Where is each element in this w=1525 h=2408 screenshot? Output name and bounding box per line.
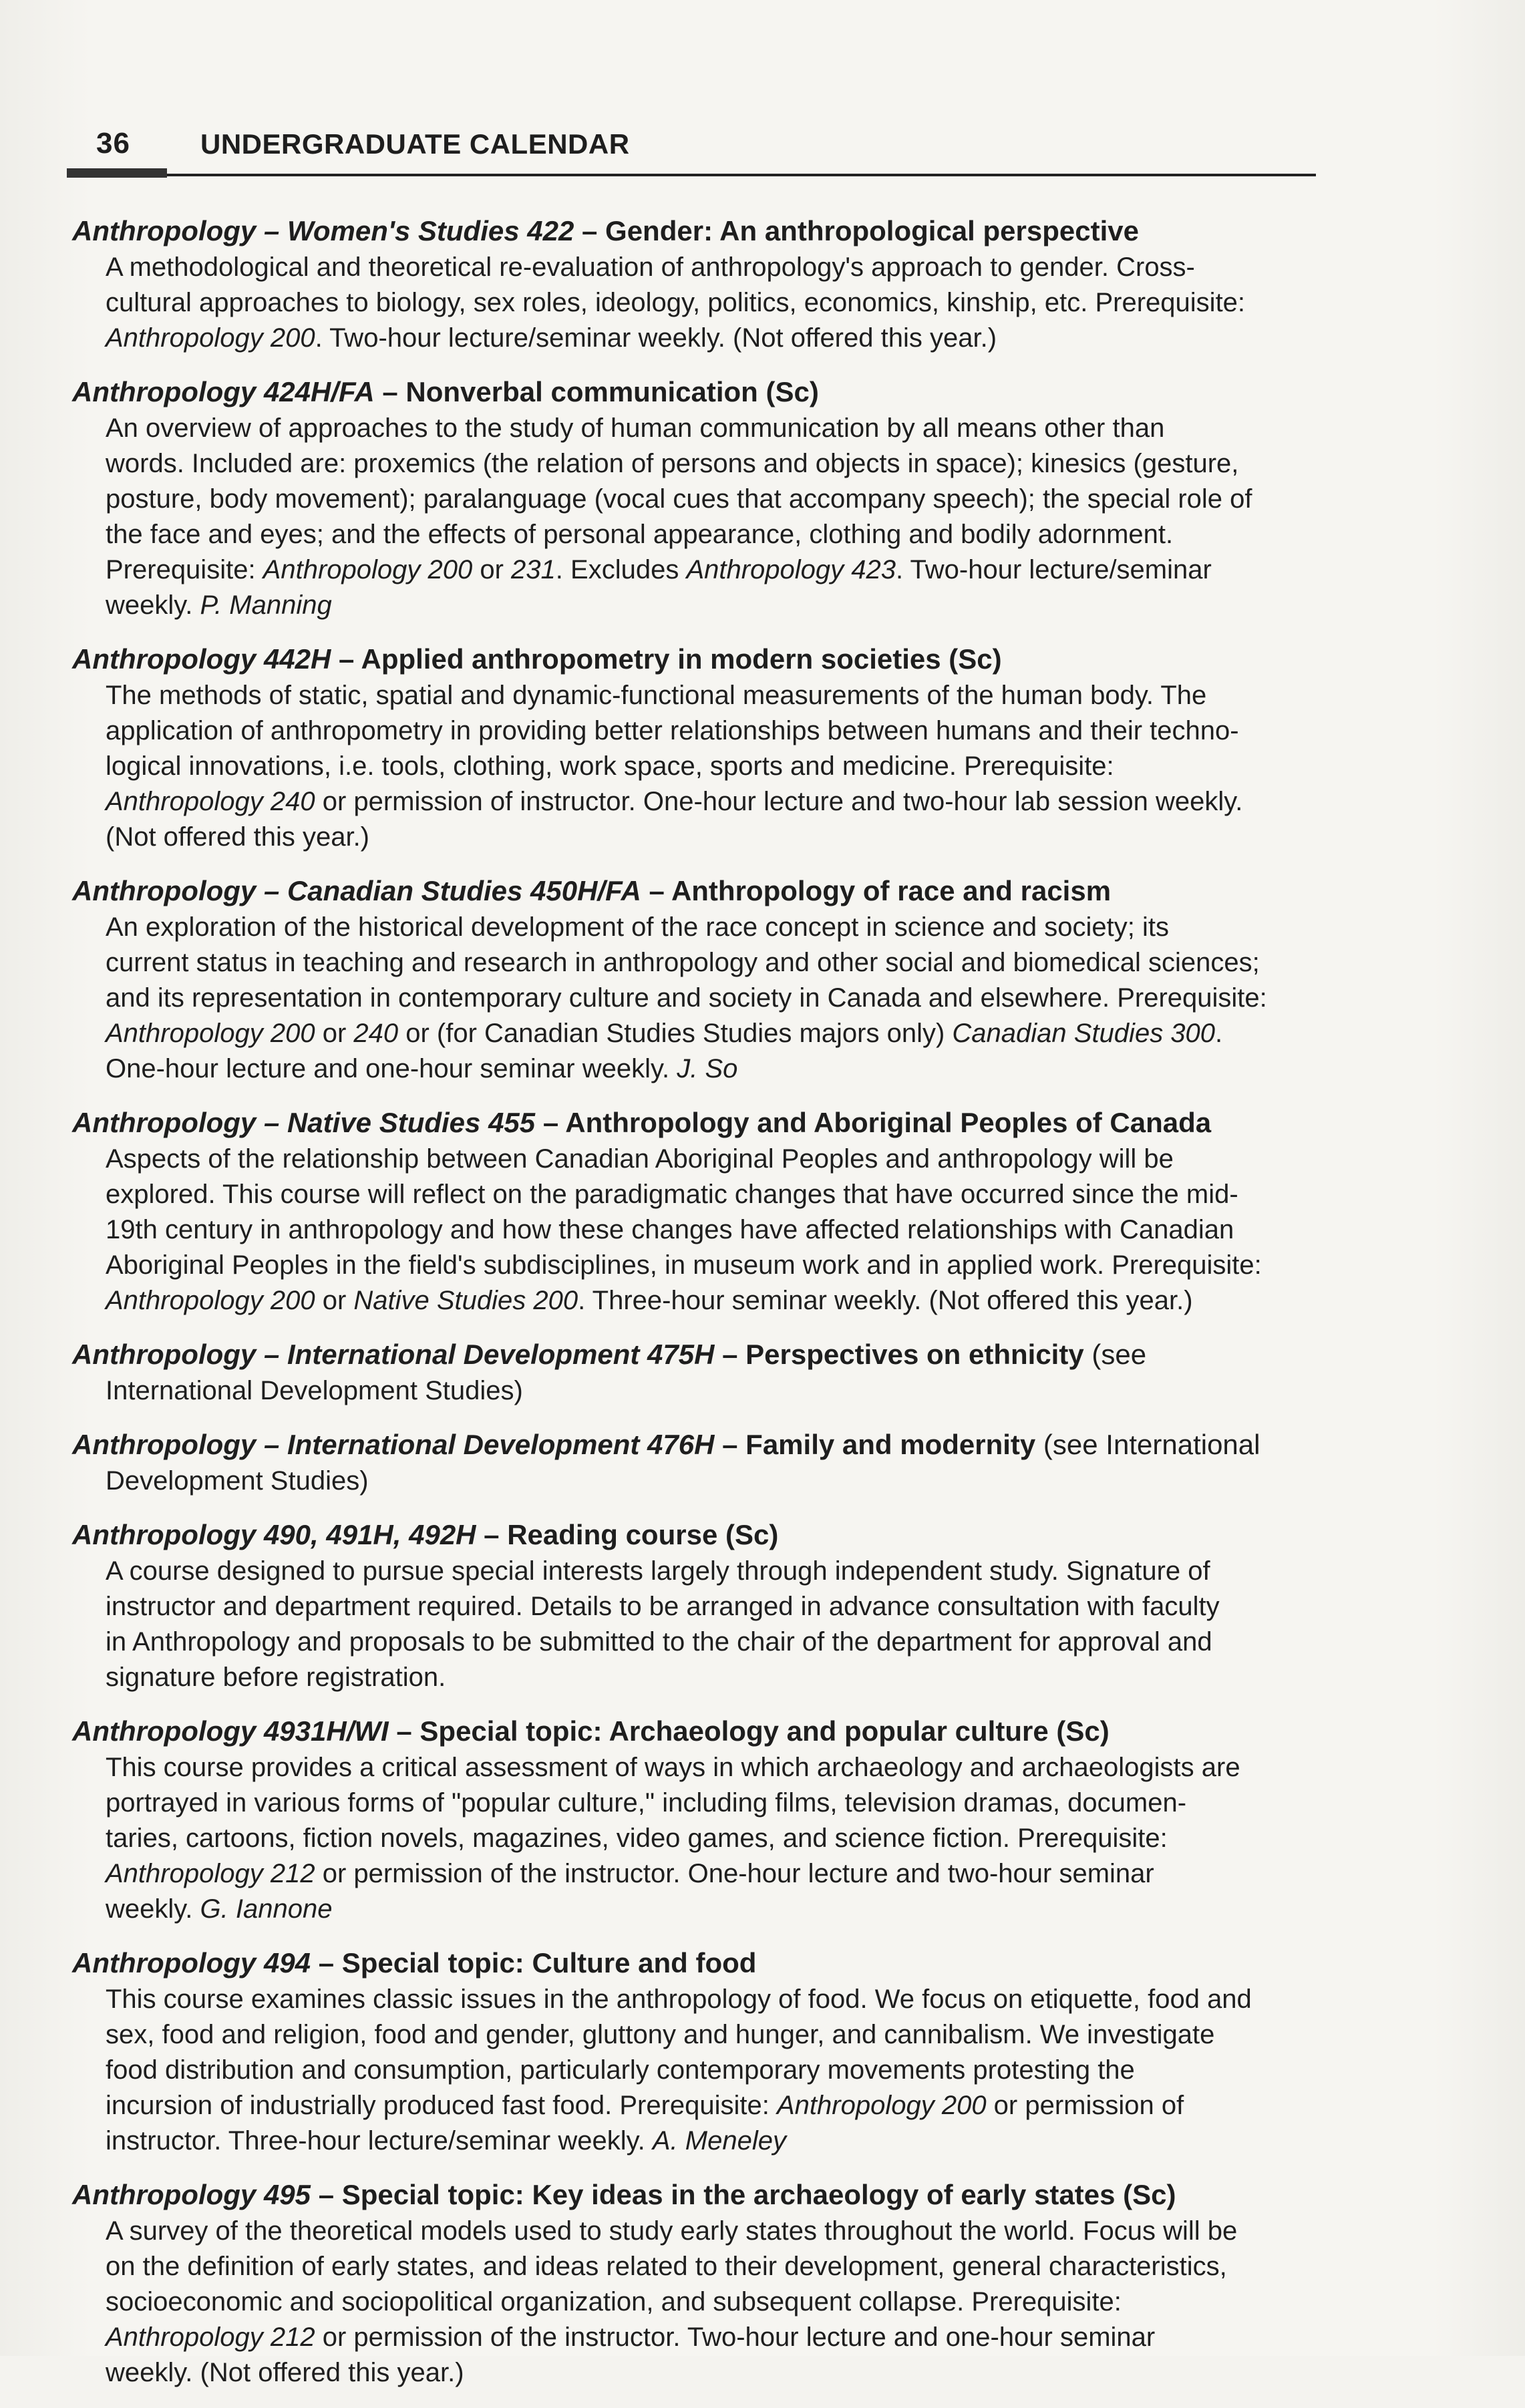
course-heading [72,1426,1328,1464]
description-text: application of anthropometry in providing better relationships between humans and their techno- [106,716,1239,745]
course-code: Anthropology – International Development 476H [72,1429,715,1460]
description-line [106,910,1328,945]
description-text: weekly. (Not offered this year.) [106,2358,464,2387]
description-text: the face and eyes; and the effects of personal appearance, clothing and bodily adornment. [106,520,1174,549]
heading-dash: – [311,1947,342,1979]
italic-reference: Native Studies 200 [353,1286,578,1315]
italic-reference: Anthropology 240 [106,787,315,816]
description-line [106,552,1328,588]
description-line [106,1856,1328,1892]
description-line [106,1283,1328,1319]
course-heading [72,212,1328,250]
description-line [106,1785,1328,1821]
description-text: An exploration of the historical development of the race concept in science and society; its [106,912,1170,942]
description-line [106,411,1328,446]
description-line [106,2123,1328,2159]
description-text: . Three-hour seminar weekly. (Not offered this year.) [578,1286,1193,1315]
course-entry [72,641,1328,855]
description-text: weekly. [106,590,200,620]
description-text: or permission of instructor. One-hour lecture and two-hour lab session weekly. [315,787,1243,816]
course-heading [72,373,1328,411]
description-line [106,1373,1328,1409]
course-description [106,1982,1328,2159]
description-text: Aspects of the relationship between Canadian Aboriginal Peoples and anthropology will be [106,1144,1174,1174]
description-text: portrayed in various forms of "popular culture," including films, television dramas, documen- [106,1788,1187,1818]
italic-reference: A. Meneley [652,2126,786,2156]
course-heading [72,1944,1328,1982]
course-description [106,910,1328,1087]
heading-dash: – [374,376,406,407]
description-text: and its representation in contemporary culture and society in Canada and elsewhere. Prerequisite: [106,983,1267,1013]
description-line [106,1589,1328,1624]
description-text: in Anthropology and proposals to be submitted to the chair of the department for approval and [106,1627,1212,1657]
course-description [106,1142,1328,1319]
description-text: weekly. [106,1894,200,1924]
description-text: explored. This course will reflect on the paradigmatic changes that have occurred since the mid- [106,1180,1238,1209]
italic-reference: Canadian Studies 300 [952,1019,1216,1048]
description-line [106,2017,1328,2053]
heading-dash: – [535,1107,566,1138]
description-text: The methods of static, spatial and dynamic-functional measurements of the human body. The [106,681,1207,710]
course-code: Anthropology 442H [72,643,331,675]
description-text: sex, food and religion, food and gender, gluttony and hunger, and cannibalism. We investigate [106,2020,1215,2049]
description-text: . Two-hour lecture/seminar weekly. (Not offered this year.) [315,323,997,353]
description-text: instructor. Three-hour lecture/seminar weekly. [106,2126,653,2156]
course-heading [72,1713,1328,1750]
course-title: Anthropology and Aboriginal Peoples of Canada [565,1107,1212,1138]
description-text: or [472,555,512,584]
italic-reference: Anthropology 200 [776,2091,987,2120]
course-entry [72,212,1328,356]
description-text: logical innovations, i.e. tools, clothing, work space, sports and medicine. Prerequisite: [106,751,1114,781]
italic-reference: J. So [677,1054,738,1083]
description-line [106,2284,1328,2320]
description-line [106,678,1328,713]
description-line [106,1464,1328,1499]
description-line [106,2088,1328,2123]
description-text: Prerequisite: [106,555,263,584]
heading-dash: – [714,1429,746,1460]
description-text: A course designed to pursue special interests largely through independent study. Signature of [106,1556,1210,1586]
italic-reference: P. Manning [200,590,332,620]
description-text: socioeconomic and sociopolitical organization, and subsequent collapse. Prerequisite: [106,2287,1122,2316]
heading-dash: – [331,643,361,675]
description-line [106,1016,1328,1051]
course-entry [72,373,1328,623]
description-text: words. Included are: proxemics (the relation of persons and objects in space); kinesics (gesture, [106,449,1239,478]
course-entry [72,1336,1328,1409]
description-text: Development Studies) [106,1466,369,1496]
description-line [106,2214,1328,2249]
description-line [106,1142,1328,1177]
description-text: or (for Canadian Studies Studies majors only) [398,1019,953,1048]
page-number: 36 [96,127,130,160]
description-line [106,1750,1328,1785]
italic-reference: Anthropology 212 [106,1859,315,1888]
description-line [106,250,1328,285]
description-line [106,2320,1328,2355]
course-heading [72,1516,1328,1554]
description-line [106,2355,1328,2391]
description-line [106,1624,1328,1660]
description-text: food distribution and consumption, particularly contemporary movements protesting the [106,2055,1135,2085]
italic-reference: 231 [511,555,556,584]
description-text: One-hour lecture and one-hour seminar weekly. [106,1054,677,1083]
description-text: incursion of industrially produced fast food. Prerequisite: [106,2091,777,2120]
description-line [106,981,1328,1016]
description-line [106,588,1328,623]
course-entry [72,872,1328,1087]
cross-reference-note: (see International [1035,1429,1260,1460]
course-description [106,1373,1328,1409]
course-code: Anthropology 494 [72,1947,311,1979]
description-line [106,2249,1328,2284]
course-title: Perspectives on ethnicity [745,1339,1084,1370]
description-line [106,482,1328,517]
italic-reference: Anthropology 200 [106,323,315,353]
course-heading [72,1336,1328,1373]
heading-dash: – [311,2179,342,2210]
course-title: Gender: An anthropological perspective [605,215,1139,246]
header-rule [67,174,1316,176]
course-entry [72,1516,1328,1695]
course-title: Anthropology of race and racism [671,875,1112,906]
course-description [106,678,1328,855]
course-heading [72,2176,1328,2214]
course-title: Special topic: Archaeology and popular culture (Sc) [419,1715,1110,1747]
italic-reference: Anthropology 212 [106,2323,315,2352]
description-line [106,1177,1328,1212]
description-line [106,321,1328,356]
heading-dash: – [641,875,671,906]
description-text: signature before registration. [106,1663,446,1692]
description-text: A survey of the theoretical models used to study early states throughout the world. Focus will be [106,2216,1238,2246]
description-line [106,1892,1328,1927]
description-line [106,1051,1328,1087]
description-line [106,1660,1328,1695]
description-text: taries, cartoons, fiction novels, magazines, video games, and science fiction. Prerequisite: [106,1824,1168,1853]
description-line [106,713,1328,749]
description-text: . [1215,1019,1223,1048]
italic-reference: 240 [353,1019,399,1048]
description-line [106,2053,1328,2088]
course-title: Reading course (Sc) [507,1519,779,1550]
description-text: or permission of the instructor. Two-hour lecture and one-hour seminar [315,2323,1156,2352]
course-code: Anthropology – Women's Studies 422 [72,215,574,246]
description-line [106,1821,1328,1856]
description-text: on the definition of early states, and ideas related to their development, general characteristics, [106,2252,1227,2281]
description-text: or permission of [986,2091,1184,2120]
description-line [106,446,1328,482]
course-code: Anthropology – Native Studies 455 [72,1107,536,1138]
description-line [106,820,1328,855]
course-code: Anthropology 4931H/WI [72,1715,389,1747]
description-text: . Excludes [555,555,687,584]
description-text: (Not offered this year.) [106,822,369,852]
description-text: instructor and department required. Details to be arranged in advance consultation with faculty [106,1592,1220,1621]
italic-reference: Anthropology 423 [686,555,896,584]
description-line [106,517,1328,552]
course-entry [72,1104,1328,1319]
course-description [106,1554,1328,1695]
course-description [106,1464,1328,1499]
course-entry [72,1944,1328,2159]
course-code: Anthropology 490, 491H, 492H [72,1519,476,1550]
heading-dash: – [476,1519,508,1550]
course-description [106,1750,1328,1927]
cross-reference-note: (see [1083,1339,1147,1370]
course-entry [72,1426,1328,1499]
italic-reference: G. Iannone [200,1894,333,1924]
page-header [67,127,1316,187]
course-code: Anthropology 424H/FA [72,376,375,407]
description-text: current status in teaching and research in anthropology and other social and biomedical sciences; [106,948,1260,977]
description-line [106,1982,1328,2017]
description-text: . Two-hour lecture/seminar [896,555,1212,584]
heading-dash: – [574,215,606,246]
header-rule-accent [67,168,167,178]
course-code: Anthropology – Canadian Studies 450H/FA [72,875,641,906]
description-text: This course provides a critical assessment of ways in which archaeology and archaeologists are [106,1753,1240,1782]
description-line [106,1212,1328,1248]
description-line [106,945,1328,981]
course-heading [72,872,1328,910]
course-code: Anthropology – International Development 475H [72,1339,715,1370]
course-title: Family and modernity [745,1429,1036,1460]
description-text: An overview of approaches to the study of human communication by all means other than [106,413,1165,443]
description-text: or [315,1019,354,1048]
description-text: 19th century in anthropology and how these changes have affected relationships with Canadian [106,1215,1234,1244]
description-line [106,1248,1328,1283]
course-description [106,250,1328,356]
course-code: Anthropology 495 [72,2179,311,2210]
running-title: UNDERGRADUATE CALENDAR [200,128,630,160]
course-heading [72,641,1328,678]
italic-reference: Anthropology 200 [263,555,473,584]
course-title: Applied anthropometry in modern societies (Sc) [361,643,1002,675]
description-text: posture, body movement); paralanguage (vocal cues that accompany speech); the special role of [106,484,1252,514]
heading-dash: – [714,1339,746,1370]
description-text: This course examines classic issues in the anthropology of food. We focus on etiquette, food and [106,1985,1252,2014]
italic-reference: Anthropology 200 [106,1286,315,1315]
course-description [106,2214,1328,2391]
description-text: A methodological and theoretical re-evaluation of anthropology's approach to gender. Cross- [106,252,1195,282]
course-heading [72,1104,1328,1142]
course-entry [72,2176,1328,2391]
course-listing [72,212,1328,2408]
description-text: International Development Studies) [106,1376,523,1405]
italic-reference: Anthropology 200 [106,1019,315,1048]
description-line [106,784,1328,820]
description-text: cultural approaches to biology, sex roles, ideology, politics, economics, kinship, etc. Prerequisite: [106,288,1246,317]
course-title: Special topic: Key ideas in the archaeology of early states (Sc) [341,2179,1176,2210]
description-line [106,285,1328,321]
heading-dash: – [388,1715,420,1747]
description-line [106,1554,1328,1589]
description-text: or [315,1286,354,1315]
course-title: Nonverbal communication (Sc) [405,376,819,407]
course-title: Special topic: Culture and food [341,1947,757,1979]
description-line [106,749,1328,784]
course-entry [72,1713,1328,1927]
course-description [106,411,1328,623]
description-text: or permission of the instructor. One-hour lecture and two-hour seminar [315,1859,1154,1888]
description-text: Aboriginal Peoples in the field's subdisciplines, in museum work and in applied work. Prerequisite: [106,1250,1262,1280]
